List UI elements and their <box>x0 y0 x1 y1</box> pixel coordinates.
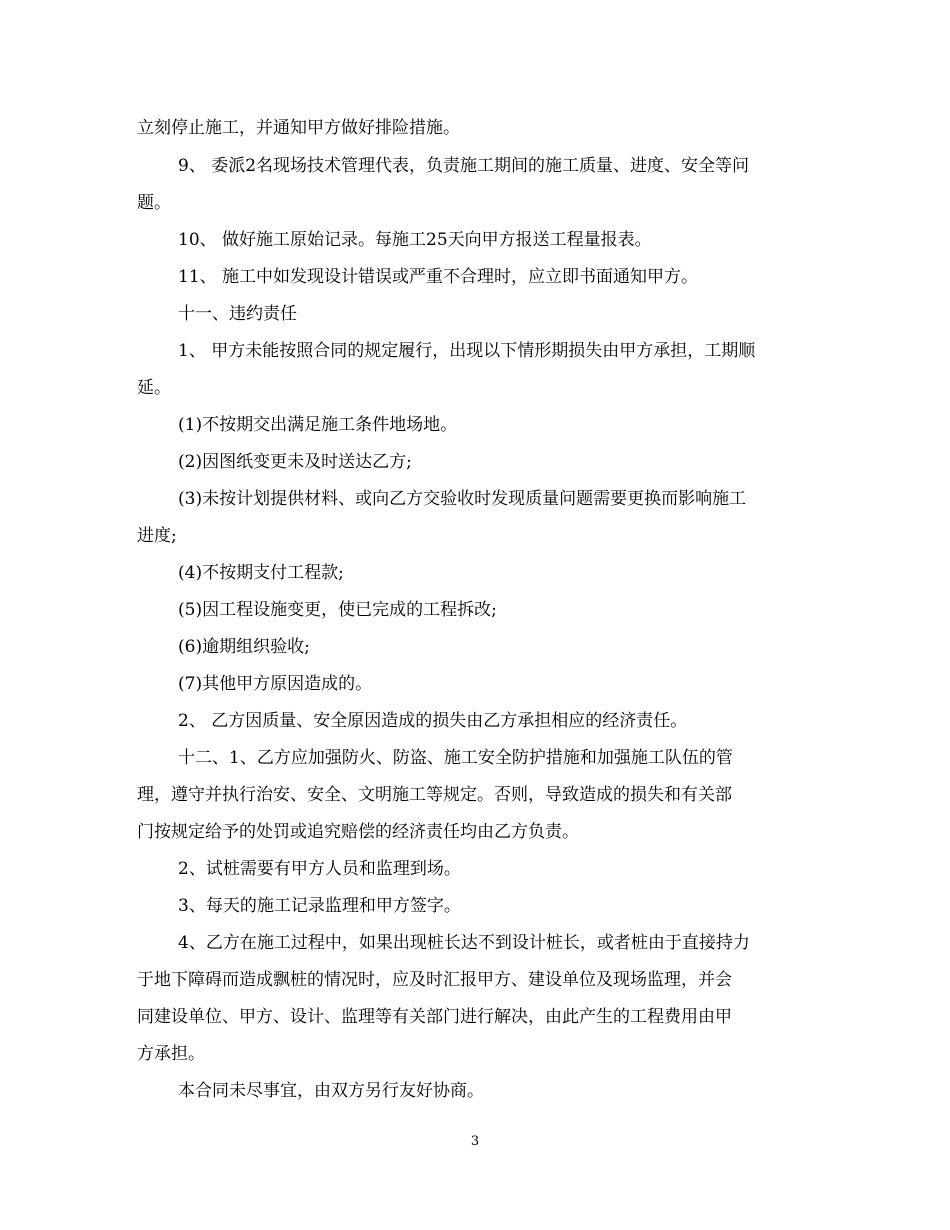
text-line: 门按规定给予的处罚或追究赔偿的经济责任均由乙方负责。 <box>137 822 579 842</box>
text-line: 3、每天的施工记录监理和甲方签字。 <box>178 896 461 916</box>
section-heading: 十二、1、乙方应加强防火、防盗、施工安全防护措施和加强施工队伍的管 <box>178 748 733 768</box>
text-line: 立刻停止施工，并通知甲方做好排险措施。 <box>137 118 460 138</box>
text-line: 本合同未尽事宜，由双方另行友好协商。 <box>178 1081 484 1101</box>
text-line: (2)因图纸变更未及时送达乙方; <box>178 452 412 472</box>
text-line: 延。 <box>137 378 171 398</box>
text-line: 1、 甲方未能按照合同的规定履行，出现以下情形期损失由甲方承担，工期顺 <box>178 341 756 361</box>
text-line: (5)因工程设施变更，使已完成的工程拆改; <box>178 600 497 620</box>
section-heading: 十一、违约责任 <box>178 304 297 324</box>
text-line: 11、 施工中如发现设计错误或严重不合理时，应立即书面通知甲方。 <box>178 267 699 287</box>
text-line: 方承担。 <box>137 1044 205 1064</box>
text-line: (6)逾期组织验收; <box>178 637 310 657</box>
text-line: 题。 <box>137 193 171 213</box>
text-line: 2、 乙方因质量、安全原因造成的损失由乙方承担相应的经济责任。 <box>178 711 688 731</box>
text-line: (7)其他甲方原因造成的。 <box>178 674 373 694</box>
text-line: 于地下障碍而造成飘桩的情况时，应及时汇报甲方、建设单位及现场监理，并会 <box>137 970 732 990</box>
text-line: 4、乙方在施工过程中，如果出现桩长达不到设计桩长，或者桩由于直接持力 <box>178 933 750 953</box>
text-line: (4)不按期支付工程款; <box>178 563 344 583</box>
text-line: (1)不按期交出满足施工条件地场地。 <box>178 415 458 435</box>
text-line: 进度; <box>137 526 177 546</box>
text-line: 2、试桩需要有甲方人员和监理到场。 <box>178 859 461 879</box>
text-line: 10、 做好施工原始记录。每施工25天向甲方报送工程量报表。 <box>178 230 652 250</box>
text-line: 同建设单位、甲方、设计、监理等有关部门进行解决，由此产生的工程费用由甲 <box>137 1007 732 1027</box>
text-line: 9、 委派2名现场技术管理代表，负责施工期间的施工质量、进度、安全等问 <box>178 156 750 176</box>
text-line: 理，遵守并执行治安、安全、文明施工等规定。否则，导致造成的损失和有关部 <box>137 785 732 805</box>
page-number: 3 <box>470 1134 480 1149</box>
text-line: (3)未按计划提供材料、或向乙方交验收时发现质量问题需要更换而影响施工 <box>178 489 747 509</box>
